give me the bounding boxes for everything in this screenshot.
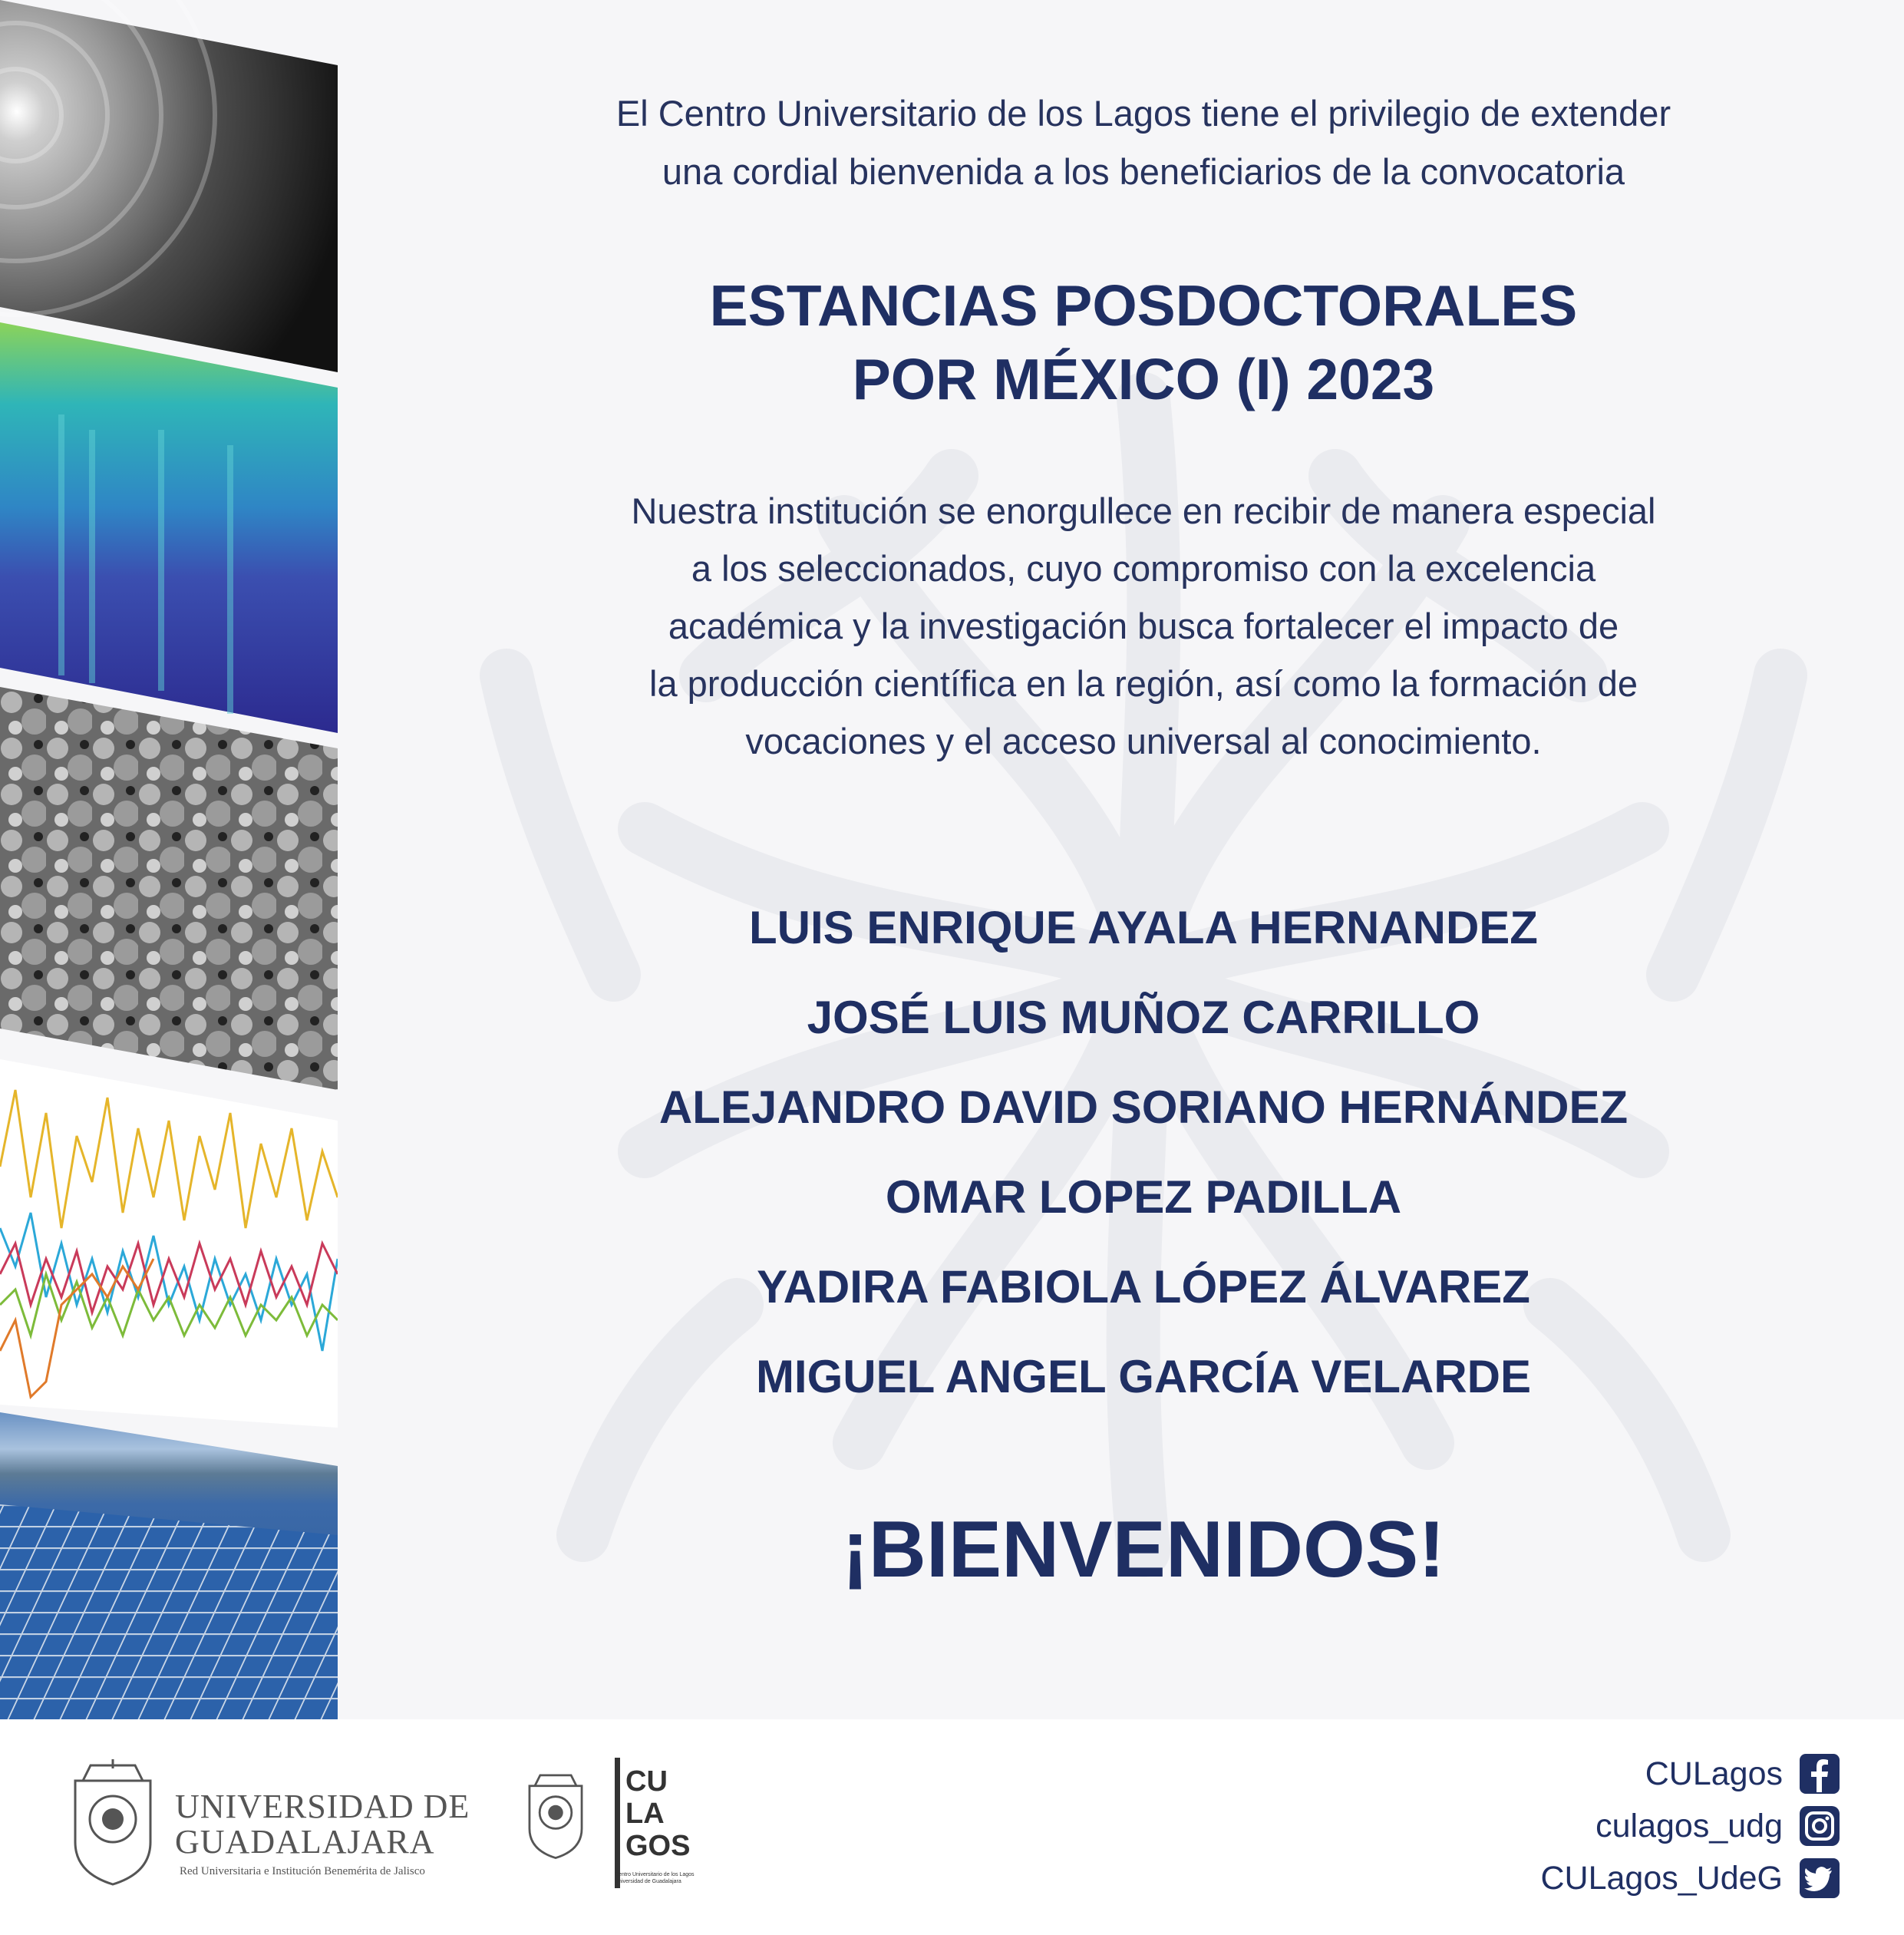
udg-name-line1: UNIVERSIDAD DE	[175, 1788, 470, 1825]
twitter-icon	[1798, 1857, 1841, 1900]
beneficiary-name: OMAR LOPEZ PADILLA	[885, 1171, 1402, 1223]
title-line: ESTANCIAS POSDOCTORALES	[709, 273, 1578, 338]
beneficiary-name: YADIRA FABIOLA LÓPEZ ÁLVAREZ	[757, 1261, 1530, 1313]
culagos-bar	[615, 1758, 620, 1888]
udg-logo	[68, 1758, 470, 1888]
culagos-wordmark	[625, 1765, 690, 1862]
beneficiaries-list	[445, 883, 1842, 1422]
culagos-line: CU	[625, 1765, 668, 1798]
culagos-logo	[524, 1758, 701, 1888]
udg-name-line2: GUADALAJARA	[175, 1823, 435, 1861]
social-twitter-label: CULagos_UdeG	[1540, 1859, 1783, 1897]
beneficiary-name: ALEJANDRO DAVID SORIANO HERNÁNDEZ	[658, 1081, 1628, 1133]
udg-seal-icon	[68, 1758, 158, 1888]
facebook-icon	[1798, 1752, 1841, 1795]
social-instagram[interactable]	[1595, 1802, 1841, 1850]
image-optical-rings	[0, 0, 338, 372]
beneficiary-name: LUIS ENRIQUE AYALA HERNANDEZ	[749, 902, 1538, 953]
image-heatmap	[0, 322, 338, 733]
udg-subtitle: Red Universitaria e Institución Benemérita de Jalisco	[180, 1865, 425, 1877]
beneficiary-name: JOSÉ LUIS MUÑOZ CARRILLO	[807, 992, 1480, 1043]
udg-seal-small-icon	[524, 1769, 587, 1861]
culagos-line: GOS	[625, 1830, 691, 1862]
description-line: a los seleccionados, cuyo compromiso con la excelencia	[691, 548, 1596, 589]
intro-text	[445, 84, 1842, 201]
footer	[0, 1719, 1904, 1935]
description-line: Nuestra institución se enorgullece en recibir de manera especial	[631, 490, 1656, 531]
social-facebook-label: CULagos	[1645, 1755, 1783, 1792]
culagos-subtitle-line: Centro Universitario de los Lagos	[615, 1872, 695, 1877]
description-line: vocaciones y el acceso universal al conocimiento.	[745, 721, 1542, 761]
culagos-line: LA	[625, 1798, 665, 1830]
instagram-icon	[1798, 1805, 1841, 1847]
intro-line: una cordial bienvenida a los beneficiarios de la convocatoria	[662, 151, 1625, 192]
page-title	[445, 269, 1842, 416]
intro-line: El Centro Universitario de los Lagos tiene el privilegio de extender	[615, 93, 1671, 134]
image-collage	[0, 0, 338, 1719]
beneficiary-name: MIGUEL ANGEL GARCÍA VELARDE	[755, 1351, 1532, 1402]
social-instagram-label: culagos_udg	[1595, 1807, 1783, 1844]
culagos-subtitle	[615, 1871, 695, 1885]
social-twitter[interactable]	[1540, 1854, 1841, 1902]
description-line: académica y la investigación busca fortalecer el impacto de	[668, 606, 1619, 646]
social-facebook[interactable]	[1645, 1750, 1841, 1798]
description	[445, 482, 1842, 770]
welcome-heading: ¡BIENVENIDOS!	[842, 1505, 1445, 1594]
culagos-subtitle-line: Universidad de Guadalajara	[615, 1879, 681, 1884]
solar-panel-grid	[0, 1504, 338, 1719]
description-line: la producción científica en la región, así como la formación de	[649, 663, 1638, 704]
image-line-plot	[0, 1059, 338, 1428]
image-microscopy	[0, 687, 338, 1090]
title-line: POR MÉXICO (I) 2023	[852, 347, 1435, 411]
